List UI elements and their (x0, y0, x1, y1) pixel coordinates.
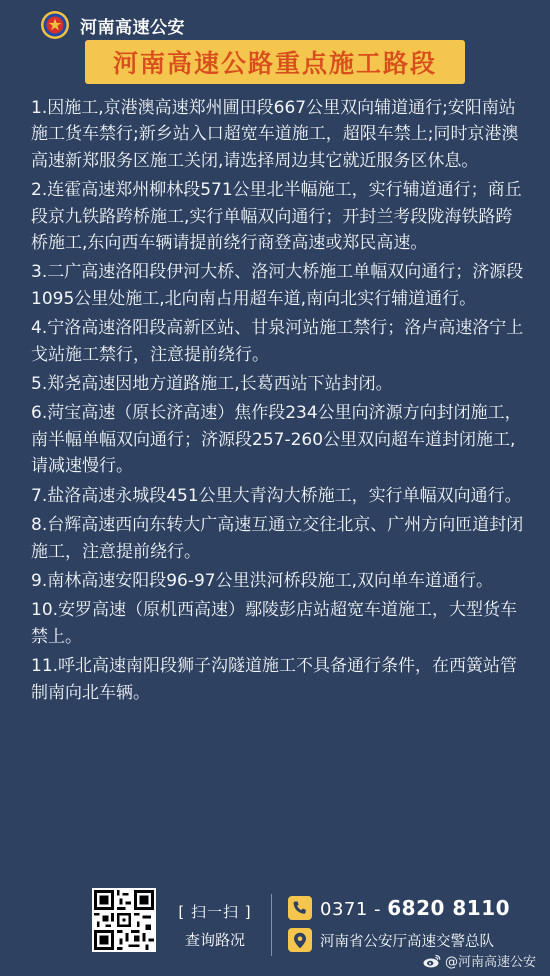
qr-code[interactable] (92, 888, 156, 952)
page-title: 河南高速公路重点施工路段 (112, 49, 437, 78)
notice-item-6: 6.菏宝高速（原长济高速）焦作段234公里向济源方向封闭施工，南半幅单幅双向通行；济源段257-260公里双向超车道封闭施工,请减速慢行。 (31, 403, 522, 477)
scan-block (170, 898, 260, 954)
location-pin-icon (288, 928, 312, 952)
notice-list (31, 95, 527, 709)
notice-item-2: 2.连霍高速郑州柳林段571公里北半幅施工，实行辅道通行；商丘段京九铁路跨桥施工,实行单幅双向通行；开封兰考段陇海铁路跨桥施工,东向西车辆请提前绕行商登高速或郑民高速。 (31, 180, 522, 254)
phone-icon (288, 896, 312, 920)
scan-label: [ 扫一扫 ] (178, 903, 252, 921)
notice-item-5: 5.郑尧高速因地方道路施工,长葛西站下站封闭。 (31, 374, 393, 395)
notice-item-4: 4.宁洛高速洛阳段高新区站、甘泉河站施工禁行；洛卢高速洛宁上戈站施工禁行，注意提前绕行。 (31, 318, 524, 365)
notice-item-11: 11.呼北高速南阳段狮子沟隧道施工不具备通行条件，在西簧站管制南向北车辆。 (31, 656, 518, 703)
footer-divider (271, 894, 272, 956)
notice-item-8: 8.台辉高速西向东转大广高速互通立交往北京、广州方向匝道封闭施工，注意提前绕行。 (31, 515, 524, 562)
notice-item-10: 10.安罗高速（原机西高速）鄢陵彭店站超宽车道施工，大型货车禁上。 (31, 600, 518, 647)
notice-item-1: 1.因施工,京港澳高速郑州圃田段667公里双向辅道通行;安阳南站施工货车禁行;新乡站入口超宽车道施工，超限车禁上;同时京港澳高速新郑服务区施工关闭,请选择周边其它就近服务区休息。 (31, 98, 519, 171)
header (40, 8, 185, 42)
scan-sub-label: 查询路况 (184, 931, 245, 949)
watermark (423, 951, 536, 970)
header-brand: 河南高速公安 (80, 17, 185, 38)
notice-item-7: 7.盐洛高速永城段451公里大青沟大桥施工，实行单幅双向通行。 (31, 485, 522, 506)
title-banner (85, 40, 465, 84)
org-row (288, 928, 494, 952)
phone-main: 6820 8110 (387, 896, 511, 920)
notice-item-3: 3.二广高速洛阳段伊河大桥、洛河大桥施工单幅双向通行；济源段1095公里处施工,北向南占用超车道,南向北实行辅道通行。 (31, 262, 524, 309)
phone-number[interactable] (320, 896, 510, 920)
weibo-icon (423, 954, 441, 968)
org-name: 河南省公安厅高速交警总队 (320, 933, 494, 950)
phone-prefix: 0371 - (320, 899, 382, 920)
notice-item-9: 9.南林高速安阳段96-97公里洪河桥段施工,双向单车道通行。 (31, 570, 494, 591)
police-badge-icon (40, 10, 70, 40)
phone-row[interactable] (288, 896, 510, 920)
watermark-text: @河南高速公安 (444, 955, 536, 970)
footer (0, 880, 550, 976)
